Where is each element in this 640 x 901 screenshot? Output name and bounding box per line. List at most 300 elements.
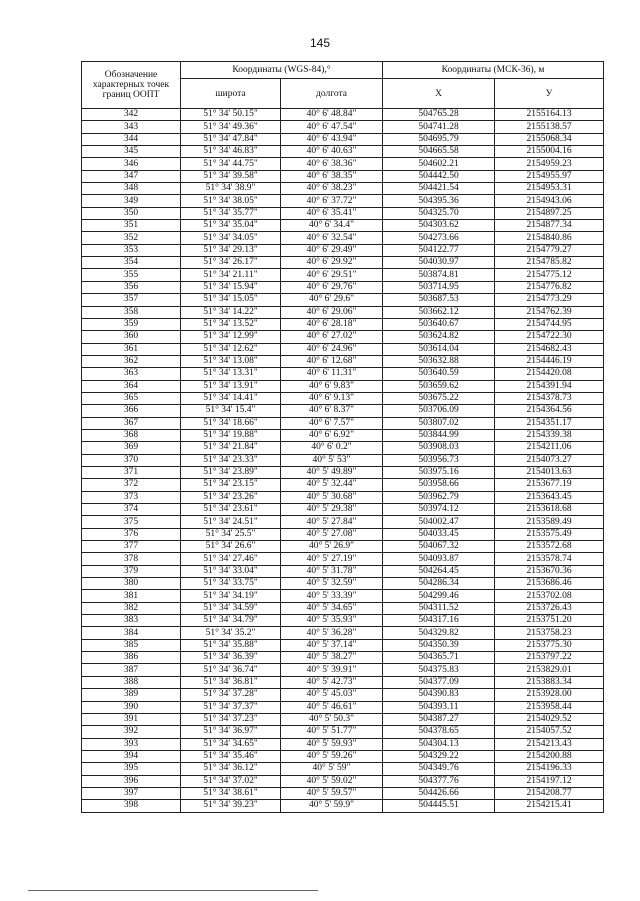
x-cell: 504387.27 <box>383 713 495 725</box>
longitude-cell: 40° 6' 40.63" <box>281 146 383 158</box>
point-number-cell: 342 <box>82 109 181 121</box>
x-cell: 504299.46 <box>383 590 495 602</box>
table-row <box>82 368 604 380</box>
table-row <box>82 355 604 367</box>
table-row <box>82 429 604 441</box>
table-row <box>82 676 604 688</box>
longitude-cell: 40° 5' 33.39" <box>281 590 383 602</box>
table-row <box>82 615 604 627</box>
x-cell: 504765.28 <box>383 109 495 121</box>
point-number-cell: 355 <box>82 269 181 281</box>
y-cell: 2154196.33 <box>495 763 604 775</box>
x-cell: 504426.66 <box>383 787 495 799</box>
y-cell: 2154200.88 <box>495 750 604 762</box>
longitude-cell: 40° 6' 28.18" <box>281 318 383 330</box>
latitude-cell: 51° 34' 21.84" <box>181 442 281 454</box>
latitude-cell: 51° 34' 37.37" <box>181 701 281 713</box>
latitude-cell: 51° 34' 38.05" <box>181 195 281 207</box>
longitude-cell: 40° 6' 7.57" <box>281 417 383 429</box>
latitude-cell: 51° 34' 36.97" <box>181 726 281 738</box>
x-cell: 504442.50 <box>383 170 495 182</box>
longitude-cell: 40° 6' 38.36" <box>281 158 383 170</box>
point-number-cell: 366 <box>82 405 181 417</box>
latitude-cell: 51° 34' 14.41" <box>181 392 281 404</box>
y-cell: 2154420.08 <box>495 368 604 380</box>
latitude-cell: 51° 34' 44.75" <box>181 158 281 170</box>
point-number-cell: 397 <box>82 787 181 799</box>
latitude-cell: 51° 34' 26.6" <box>181 541 281 553</box>
x-cell: 504002.47 <box>383 516 495 528</box>
latitude-cell: 51° 34' 24.51" <box>181 516 281 528</box>
designation-header: Обозначение характерных точек границ ООПТ <box>82 62 181 109</box>
y-cell: 2154779.27 <box>495 244 604 256</box>
longitude-cell: 40° 6' 29.51" <box>281 269 383 281</box>
latitude-cell: 51° 34' 38.61" <box>181 787 281 799</box>
y-cell: 2153643.45 <box>495 491 604 503</box>
y-cell: 2154762.39 <box>495 306 604 318</box>
longitude-cell: 40° 5' 53" <box>281 454 383 466</box>
table-row <box>82 504 604 516</box>
y-cell: 2154744.95 <box>495 318 604 330</box>
table-row <box>82 207 604 219</box>
longitude-cell: 40° 6' 32.54" <box>281 232 383 244</box>
table-row <box>82 257 604 269</box>
x-cell: 504033.45 <box>383 528 495 540</box>
y-cell: 2153578.74 <box>495 553 604 565</box>
table-row <box>82 553 604 565</box>
table-row <box>82 738 604 750</box>
table-row <box>82 331 604 343</box>
y-cell: 2153686.46 <box>495 578 604 590</box>
footer-rule <box>28 890 318 891</box>
point-number-cell: 354 <box>82 257 181 269</box>
x-cell: 503958.66 <box>383 479 495 491</box>
latitude-cell: 51° 34' 36.74" <box>181 664 281 676</box>
x-cell: 503624.82 <box>383 331 495 343</box>
x-cell: 503956.73 <box>383 454 495 466</box>
table-body <box>82 109 604 813</box>
table-row <box>82 787 604 799</box>
latitude-cell: 51° 34' 23.89" <box>181 466 281 478</box>
point-number-cell: 379 <box>82 565 181 577</box>
point-number-cell: 382 <box>82 602 181 614</box>
point-number-cell: 395 <box>82 763 181 775</box>
y-cell: 2153618.68 <box>495 504 604 516</box>
y-cell: 2154057.52 <box>495 726 604 738</box>
point-number-cell: 352 <box>82 232 181 244</box>
table-row <box>82 158 604 170</box>
point-number-cell: 363 <box>82 368 181 380</box>
point-number-cell: 370 <box>82 454 181 466</box>
longitude-cell: 40° 5' 59.9" <box>281 800 383 812</box>
y-cell: 2154877.34 <box>495 220 604 232</box>
longitude-cell: 40° 6' 29.6" <box>281 294 383 306</box>
longitude-cell: 40° 5' 26.9" <box>281 541 383 553</box>
point-number-cell: 357 <box>82 294 181 306</box>
latitude-cell: 51° 34' 35.88" <box>181 639 281 651</box>
table-row <box>82 528 604 540</box>
x-cell: 503614.04 <box>383 343 495 355</box>
longitude-cell: 40° 6' 8.37" <box>281 405 383 417</box>
x-cell: 504741.28 <box>383 121 495 133</box>
point-number-cell: 362 <box>82 355 181 367</box>
y-cell: 2153702.08 <box>495 590 604 602</box>
y-cell: 2154391.94 <box>495 380 604 392</box>
point-number-cell: 393 <box>82 738 181 750</box>
longitude-cell: 40° 6' 38.23" <box>281 183 383 195</box>
point-number-cell: 347 <box>82 170 181 182</box>
point-number-cell: 346 <box>82 158 181 170</box>
longitude-cell: 40° 5' 29.38" <box>281 504 383 516</box>
latitude-cell: 51° 34' 34.59" <box>181 602 281 614</box>
longitude-cell: 40° 5' 30.68" <box>281 491 383 503</box>
table-row <box>82 479 604 491</box>
latitude-cell: 51° 34' 35.46" <box>181 750 281 762</box>
longitude-cell: 40° 5' 42.73" <box>281 676 383 688</box>
y-cell: 2154378.73 <box>495 392 604 404</box>
x-cell: 503975.16 <box>383 466 495 478</box>
longitude-cell: 40° 6' 29.76" <box>281 281 383 293</box>
table-row <box>82 244 604 256</box>
y-cell: 2153883.34 <box>495 676 604 688</box>
table-row <box>82 146 604 158</box>
y-cell: 2154208.77 <box>495 787 604 799</box>
y-cell: 2153726.43 <box>495 602 604 614</box>
table-row <box>82 701 604 713</box>
x-cell: 504378.65 <box>383 726 495 738</box>
x-cell: 504067.32 <box>383 541 495 553</box>
x-cell: 504304.13 <box>383 738 495 750</box>
table-row <box>82 281 604 293</box>
x-cell: 503874.81 <box>383 269 495 281</box>
point-number-cell: 374 <box>82 504 181 516</box>
table-row <box>82 627 604 639</box>
table-row <box>82 220 604 232</box>
latitude-cell: 51° 34' 35.77" <box>181 207 281 219</box>
x-cell: 503687.53 <box>383 294 495 306</box>
table-row <box>82 232 604 244</box>
table-row <box>82 306 604 318</box>
longitude-cell: 40° 5' 32.59" <box>281 578 383 590</box>
latitude-cell: 51° 34' 13.08" <box>181 355 281 367</box>
latitude-cell: 51° 34' 14.22" <box>181 306 281 318</box>
msk-header: Координаты (МСК-36), м <box>383 62 604 79</box>
point-number-cell: 392 <box>82 726 181 738</box>
point-number-cell: 368 <box>82 429 181 441</box>
x-cell: 503659.62 <box>383 380 495 392</box>
longitude-cell: 40° 5' 27.08" <box>281 528 383 540</box>
latitude-cell: 51° 34' 49.36" <box>181 121 281 133</box>
x-cell: 504445.51 <box>383 800 495 812</box>
x-cell: 504122.77 <box>383 244 495 256</box>
latitude-cell: 51° 34' 34.65" <box>181 738 281 750</box>
x-cell: 504273.66 <box>383 232 495 244</box>
longitude-cell: 40° 5' 32.44" <box>281 479 383 491</box>
y-cell: 2154215.41 <box>495 800 604 812</box>
longitude-cell: 40° 6' 12.68" <box>281 355 383 367</box>
table-row <box>82 590 604 602</box>
point-number-cell: 387 <box>82 664 181 676</box>
y-cell: 2155164.13 <box>495 109 604 121</box>
longitude-cell: 40° 5' 59.93" <box>281 738 383 750</box>
latitude-cell: 51° 34' 39.23" <box>181 800 281 812</box>
y-cell: 2154446.19 <box>495 355 604 367</box>
point-number-cell: 365 <box>82 392 181 404</box>
table-row <box>82 750 604 762</box>
x-cell: 503962.79 <box>383 491 495 503</box>
y-cell: 2154959.23 <box>495 158 604 170</box>
latitude-cell: 51° 34' 25.5" <box>181 528 281 540</box>
longitude-cell: 40° 6' 37.72" <box>281 195 383 207</box>
x-cell: 503640.59 <box>383 368 495 380</box>
x-cell: 503807.02 <box>383 417 495 429</box>
x-cell: 504350.39 <box>383 639 495 651</box>
table-row <box>82 109 604 121</box>
table-row <box>82 491 604 503</box>
point-number-cell: 381 <box>82 590 181 602</box>
point-number-cell: 384 <box>82 627 181 639</box>
longitude-cell: 40° 6' 9.13" <box>281 392 383 404</box>
longitude-cell: 40° 6' 48.84" <box>281 109 383 121</box>
latitude-cell: 51° 34' 33.04" <box>181 565 281 577</box>
x-cell: 504286.34 <box>383 578 495 590</box>
point-number-cell: 351 <box>82 220 181 232</box>
point-number-cell: 350 <box>82 207 181 219</box>
table-row <box>82 318 604 330</box>
x-cell: 504395.36 <box>383 195 495 207</box>
y-cell: 2154211.06 <box>495 442 604 454</box>
longitude-cell: 40° 5' 35.93" <box>281 615 383 627</box>
y-cell: 2153751.20 <box>495 615 604 627</box>
y-cell: 2154775.12 <box>495 269 604 281</box>
x-cell: 504365.71 <box>383 652 495 664</box>
longitude-cell: 40° 5' 31.78" <box>281 565 383 577</box>
y-cell: 2153797.22 <box>495 652 604 664</box>
point-number-cell: 353 <box>82 244 181 256</box>
longitude-cell: 40° 6' 29.49" <box>281 244 383 256</box>
x-cell: 503974.12 <box>383 504 495 516</box>
longitude-cell: 40° 6' 29.92" <box>281 257 383 269</box>
longitude-cell: 40° 5' 46.61" <box>281 701 383 713</box>
point-number-cell: 345 <box>82 146 181 158</box>
longitude-cell: 40° 6' 24.96" <box>281 343 383 355</box>
x-cell: 504665.58 <box>383 146 495 158</box>
point-number-cell: 391 <box>82 713 181 725</box>
latitude-header: широта <box>181 79 281 109</box>
y-cell: 2154722.30 <box>495 331 604 343</box>
latitude-cell: 51° 34' 15.4" <box>181 405 281 417</box>
table-row <box>82 565 604 577</box>
latitude-cell: 51° 34' 37.28" <box>181 689 281 701</box>
point-number-cell: 390 <box>82 701 181 713</box>
point-number-cell: 389 <box>82 689 181 701</box>
x-cell: 504377.76 <box>383 775 495 787</box>
latitude-cell: 51° 34' 35.2" <box>181 627 281 639</box>
table-row <box>82 380 604 392</box>
table-row <box>82 516 604 528</box>
y-cell: 2154785.82 <box>495 257 604 269</box>
y-cell: 2153928.00 <box>495 689 604 701</box>
y-cell: 2153775.30 <box>495 639 604 651</box>
y-cell: 2154682.43 <box>495 343 604 355</box>
table-row <box>82 183 604 195</box>
longitude-cell: 40° 5' 50.3" <box>281 713 383 725</box>
latitude-cell: 51° 34' 13.31" <box>181 368 281 380</box>
point-number-cell: 348 <box>82 183 181 195</box>
table-row <box>82 639 604 651</box>
x-cell: 504264.45 <box>383 565 495 577</box>
latitude-cell: 51° 34' 12.99" <box>181 331 281 343</box>
longitude-cell: 40° 5' 59.57" <box>281 787 383 799</box>
longitude-cell: 40° 6' 35.41" <box>281 207 383 219</box>
longitude-cell: 40° 6' 47.54" <box>281 121 383 133</box>
x-cell: 504695.79 <box>383 133 495 145</box>
latitude-cell: 51° 34' 27.46" <box>181 553 281 565</box>
x-cell: 503714.95 <box>383 281 495 293</box>
table-row <box>82 121 604 133</box>
point-number-cell: 375 <box>82 516 181 528</box>
table-row <box>82 405 604 417</box>
point-number-cell: 385 <box>82 639 181 651</box>
longitude-cell: 40° 6' 6.92" <box>281 429 383 441</box>
point-number-cell: 376 <box>82 528 181 540</box>
page-number: 145 <box>309 36 331 50</box>
point-number-cell: 364 <box>82 380 181 392</box>
y-cell: 2153758.23 <box>495 627 604 639</box>
x-cell: 504329.82 <box>383 627 495 639</box>
table-row <box>82 454 604 466</box>
x-cell: 504375.83 <box>383 664 495 676</box>
point-number-cell: 360 <box>82 331 181 343</box>
table-row <box>82 763 604 775</box>
y-cell: 2154013.63 <box>495 466 604 478</box>
longitude-cell: 40° 5' 38.27" <box>281 652 383 664</box>
longitude-cell: 40° 6' 0.2" <box>281 442 383 454</box>
longitude-cell: 40° 5' 59.26" <box>281 750 383 762</box>
table-row <box>82 664 604 676</box>
point-number-cell: 398 <box>82 800 181 812</box>
latitude-cell: 51° 34' 29.13" <box>181 244 281 256</box>
table-row <box>82 652 604 664</box>
point-number-cell: 394 <box>82 750 181 762</box>
point-number-cell: 359 <box>82 318 181 330</box>
x-cell: 504325.70 <box>383 207 495 219</box>
y-cell: 2153677.19 <box>495 479 604 491</box>
table-row <box>82 343 604 355</box>
table-row <box>82 170 604 182</box>
table-row <box>82 417 604 429</box>
latitude-cell: 51° 34' 50.15" <box>181 109 281 121</box>
table-row <box>82 466 604 478</box>
x-cell: 503640.67 <box>383 318 495 330</box>
point-number-cell: 386 <box>82 652 181 664</box>
x-cell: 503675.22 <box>383 392 495 404</box>
latitude-cell: 51° 34' 23.15" <box>181 479 281 491</box>
latitude-cell: 51° 34' 13.52" <box>181 318 281 330</box>
y-cell: 2155004.16 <box>495 146 604 158</box>
latitude-cell: 51° 34' 23.33" <box>181 454 281 466</box>
latitude-cell: 51° 34' 36.81" <box>181 676 281 688</box>
point-number-cell: 371 <box>82 466 181 478</box>
y-cell: 2153589.49 <box>495 516 604 528</box>
longitude-cell: 40° 5' 34.65" <box>281 602 383 614</box>
point-number-cell: 373 <box>82 491 181 503</box>
y-cell: 2154840.86 <box>495 232 604 244</box>
y-cell: 2153572.68 <box>495 541 604 553</box>
coordinates-table <box>81 61 604 813</box>
latitude-cell: 51° 34' 33.75" <box>181 578 281 590</box>
y-cell: 2153575.49 <box>495 528 604 540</box>
wgs-header: Координаты (WGS-84),° <box>181 62 383 79</box>
table-row <box>82 195 604 207</box>
y-cell: 2154943.06 <box>495 195 604 207</box>
point-number-cell: 396 <box>82 775 181 787</box>
latitude-cell: 51° 34' 23.61" <box>181 504 281 516</box>
latitude-cell: 51° 34' 46.83" <box>181 146 281 158</box>
latitude-cell: 51° 34' 38.9" <box>181 183 281 195</box>
y-cell: 2155068.34 <box>495 133 604 145</box>
y-cell: 2154029.52 <box>495 713 604 725</box>
x-cell: 504030.97 <box>383 257 495 269</box>
longitude-cell: 40° 5' 45.03" <box>281 689 383 701</box>
table-row <box>82 775 604 787</box>
latitude-cell: 51° 34' 47.84" <box>181 133 281 145</box>
x-cell: 503632.88 <box>383 355 495 367</box>
longitude-cell: 40° 6' 38.35" <box>281 170 383 182</box>
latitude-cell: 51° 34' 39.58" <box>181 170 281 182</box>
y-cell: 2154213.43 <box>495 738 604 750</box>
y-header: У <box>495 79 604 109</box>
latitude-cell: 51° 34' 35.04" <box>181 220 281 232</box>
x-cell: 503706.09 <box>383 405 495 417</box>
y-cell: 2154351.17 <box>495 417 604 429</box>
longitude-cell: 40° 6' 11.31" <box>281 368 383 380</box>
y-cell: 2153829.01 <box>495 664 604 676</box>
point-number-cell: 349 <box>82 195 181 207</box>
table-row <box>82 602 604 614</box>
x-cell: 504393.11 <box>383 701 495 713</box>
longitude-cell: 40° 5' 59.02" <box>281 775 383 787</box>
point-number-cell: 361 <box>82 343 181 355</box>
x-cell: 503908.03 <box>383 442 495 454</box>
x-cell: 504377.09 <box>383 676 495 688</box>
point-number-cell: 369 <box>82 442 181 454</box>
longitude-header: долгота <box>281 79 383 109</box>
table-row <box>82 392 604 404</box>
y-cell: 2154776.82 <box>495 281 604 293</box>
y-cell: 2153670.36 <box>495 565 604 577</box>
latitude-cell: 51° 34' 23.26" <box>181 491 281 503</box>
table-row <box>82 269 604 281</box>
longitude-cell: 40° 6' 27.02" <box>281 331 383 343</box>
y-cell: 2154364.56 <box>495 405 604 417</box>
longitude-cell: 40° 5' 36.28" <box>281 627 383 639</box>
latitude-cell: 51° 34' 34.79" <box>181 615 281 627</box>
table-row <box>82 578 604 590</box>
point-number-cell: 372 <box>82 479 181 491</box>
point-number-cell: 344 <box>82 133 181 145</box>
y-cell: 2154339.38 <box>495 429 604 441</box>
point-number-cell: 356 <box>82 281 181 293</box>
y-cell: 2153958.44 <box>495 701 604 713</box>
point-number-cell: 380 <box>82 578 181 590</box>
point-number-cell: 343 <box>82 121 181 133</box>
x-cell: 504317.16 <box>383 615 495 627</box>
longitude-cell: 40° 5' 27.84" <box>281 516 383 528</box>
x-cell: 504390.83 <box>383 689 495 701</box>
latitude-cell: 51° 34' 34.19" <box>181 590 281 602</box>
y-cell: 2154773.29 <box>495 294 604 306</box>
